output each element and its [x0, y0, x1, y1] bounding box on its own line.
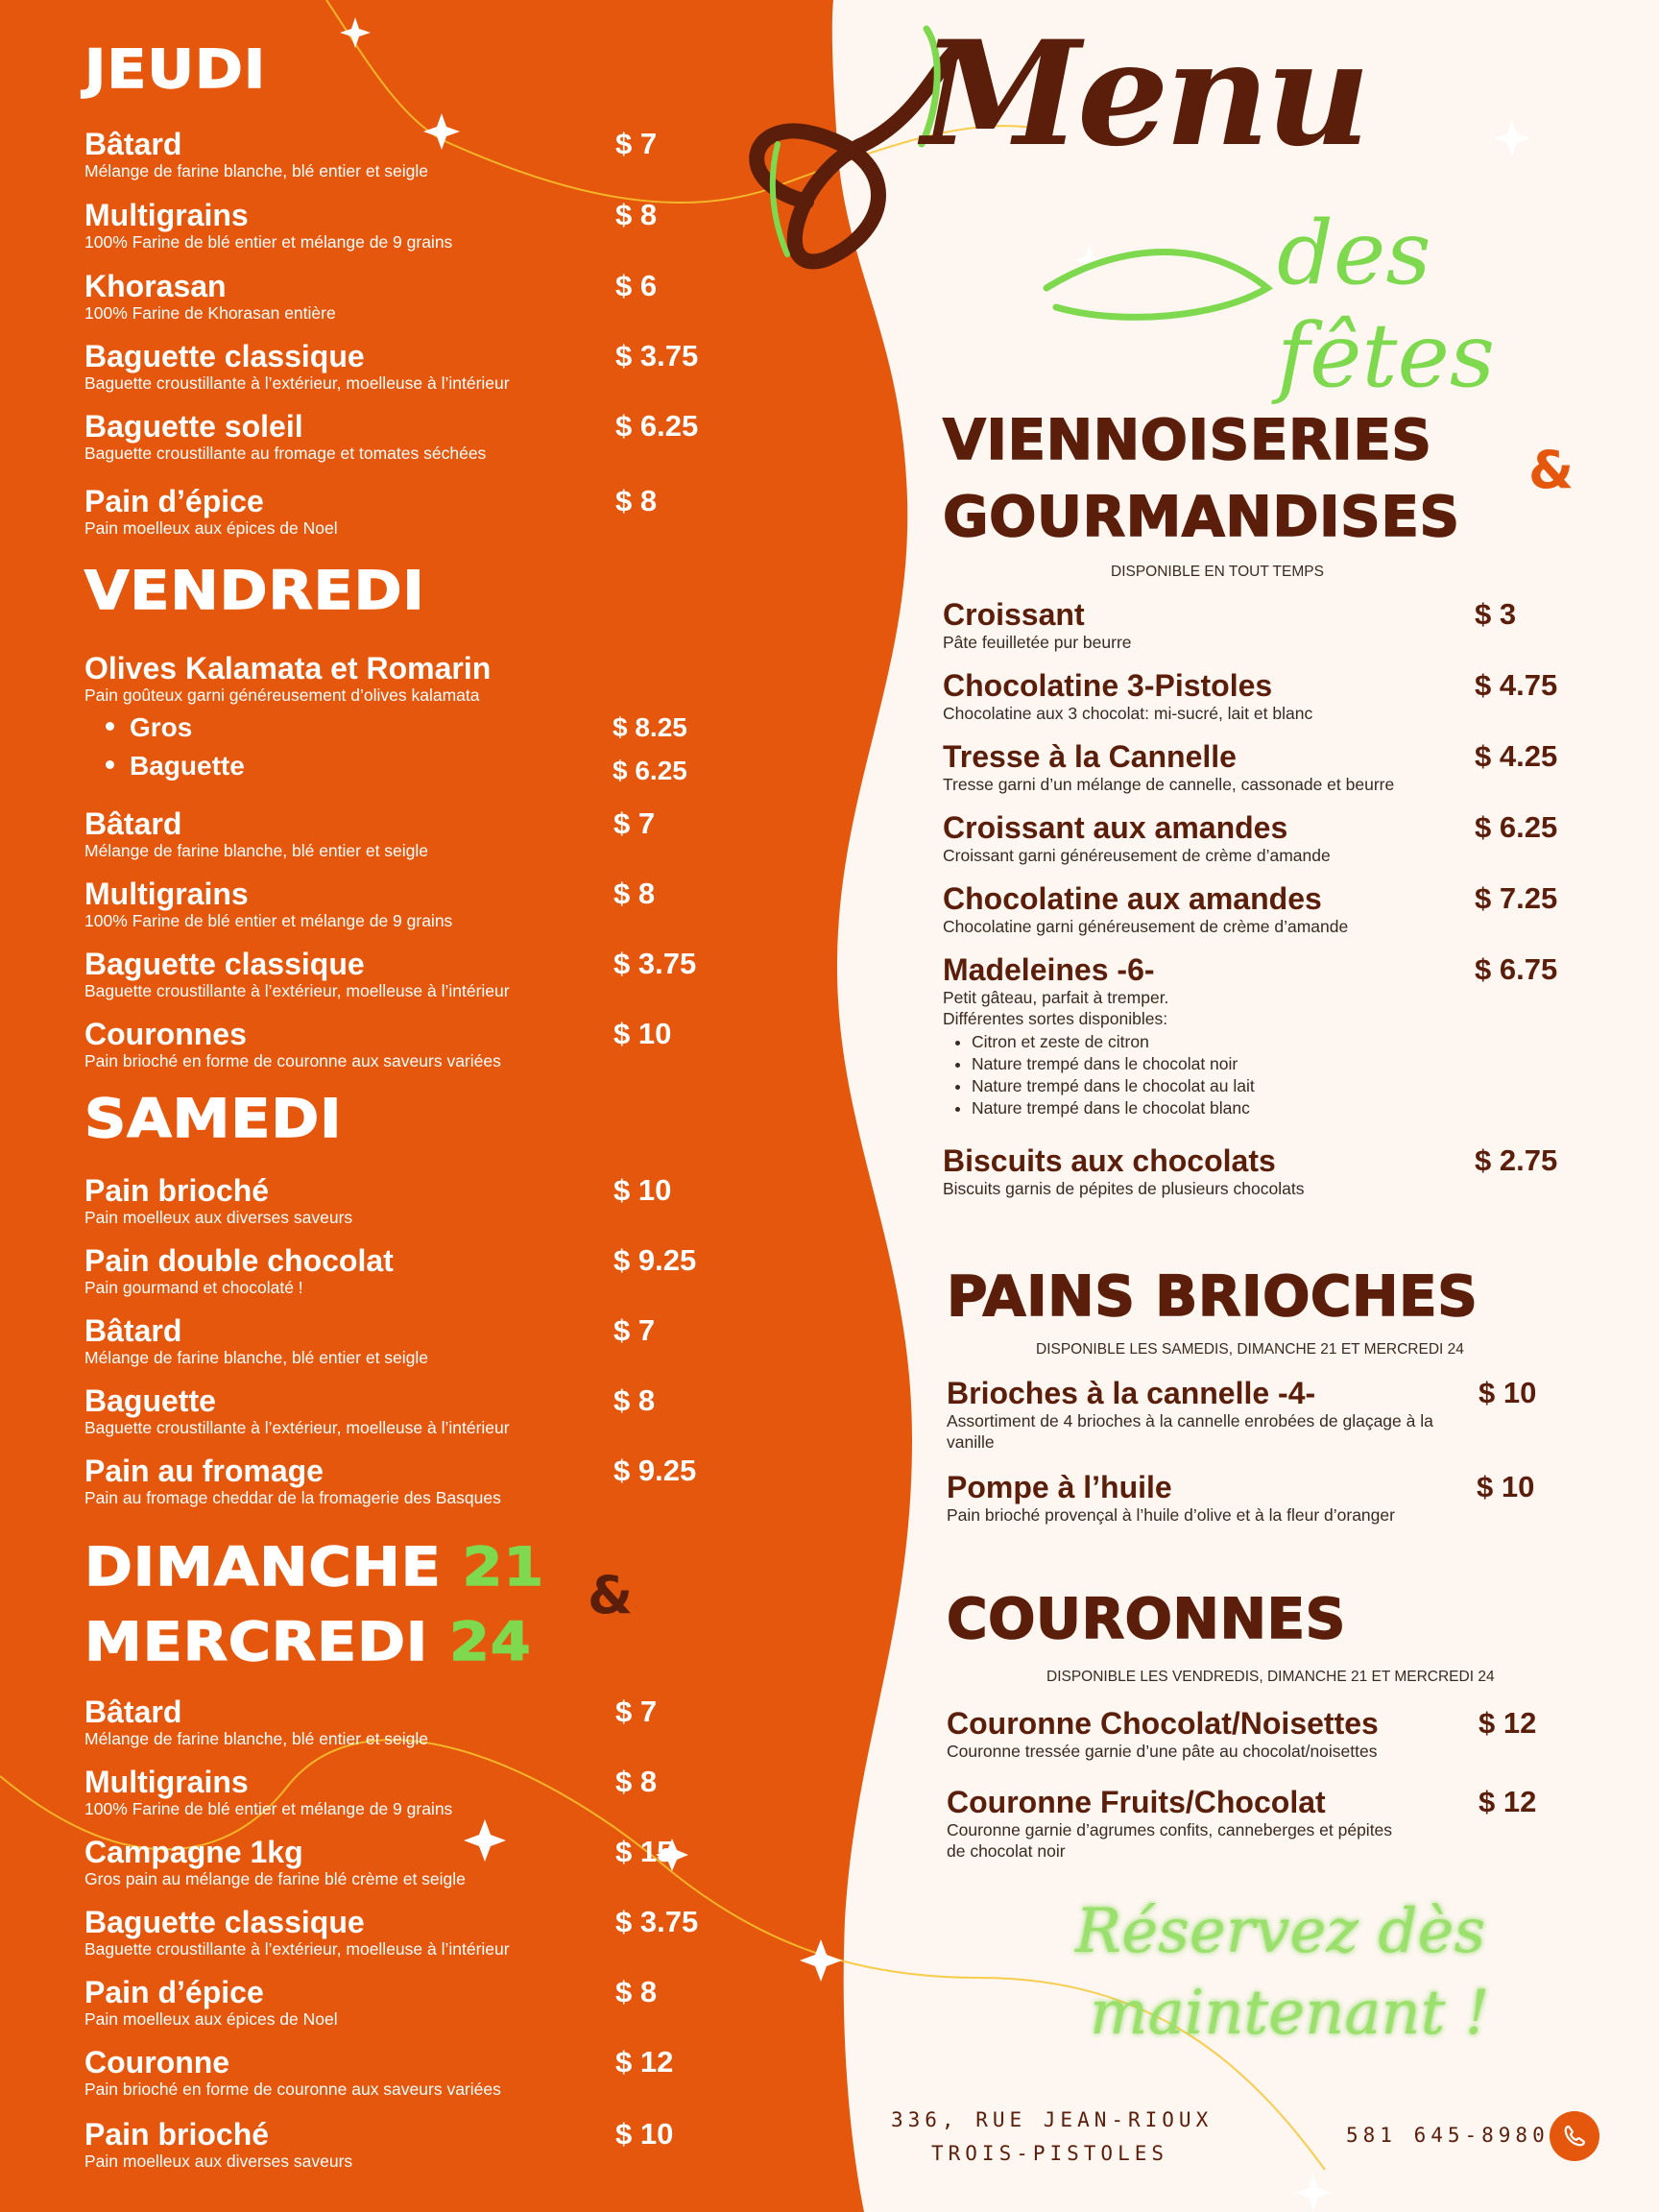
item-desc: Chocolatine garni généreusement de crème d’amande	[943, 917, 1349, 936]
list-item: • Nature trempé dans le chocolat noir	[972, 1053, 1576, 1075]
item-price: $ 7	[615, 127, 658, 160]
menu-item	[84, 1454, 718, 1507]
menu-subtitle: des fêtes	[1277, 202, 1496, 407]
reserve-line2: maintenant !	[1090, 1978, 1490, 2049]
menu-item	[84, 339, 718, 393]
address-line2: TROIS-PISTOLES	[931, 2142, 1169, 2165]
menu-item	[84, 947, 718, 1000]
item-desc: Couronne tressée garnie d’une pâte au chocolat/noisettes	[947, 1742, 1378, 1761]
item-price: $ 10	[1477, 1470, 1535, 1503]
reserve-line1: Réservez dès	[1075, 1896, 1486, 1967]
item-desc: 100% Farine de blé entier et mélange de 9 grains	[84, 232, 453, 252]
menu-item	[943, 952, 1576, 1119]
menu-item	[84, 127, 718, 180]
item-price: $ 6.75	[1475, 952, 1558, 986]
day-name: DIMANCHE	[84, 1536, 442, 1599]
item-price: $ 12	[615, 2045, 674, 2079]
item-desc: Mélange de farine blanche, blé entier et seigle	[84, 1348, 429, 1367]
item-price: $ 9.25	[613, 1243, 697, 1277]
day-title-samedi: SAMEDI	[84, 1088, 343, 1150]
item-name: Pain brioché	[84, 1173, 270, 1208]
item-desc: Pain moelleux aux diverses saveurs	[84, 1208, 353, 1227]
item-desc: Baguette croustillante à l’extérieur, moelleuse à l’intérieur	[84, 373, 510, 393]
item-desc: Baguette croustillante à l’extérieur, moelleuse à l’intérieur	[84, 1418, 510, 1437]
item-desc: Baguette croustillante au fromage et tomates séchées	[84, 444, 487, 463]
day-name: MERCREDI	[84, 1611, 429, 1673]
phone-icon	[1555, 2117, 1594, 2155]
menu-item	[943, 881, 1576, 937]
bullet-label: Baguette	[130, 751, 245, 781]
item-desc: 100% Farine de Khorasan entière	[84, 303, 336, 323]
item-desc: 100% Farine de blé entier et mélange de 9 grains	[84, 1799, 453, 1818]
day-title-mercredi	[84, 1611, 532, 1673]
day-number: 21	[462, 1536, 545, 1599]
item-name: Multigrains	[84, 198, 249, 232]
item-name: Campagne 1kg	[84, 1835, 303, 1869]
item-price: $ 7	[613, 1313, 656, 1347]
list-item: • Nature trempé dans le chocolat au lait	[972, 1075, 1576, 1097]
item-name: Baguette classique	[84, 339, 365, 373]
item-name: Pain d’épice	[84, 484, 264, 518]
item-desc: Baguette croustillante à l’extérieur, moelleuse à l’intérieur	[84, 981, 510, 1000]
menu-item	[943, 597, 1576, 653]
item-name: Biscuits aux chocolats	[943, 1143, 1276, 1178]
menu-item	[84, 269, 718, 323]
item-desc: Croissant garni généreusement de crème d’amande	[943, 846, 1331, 865]
item-name: Khorasan	[84, 269, 227, 303]
item-name: Couronne	[84, 2045, 230, 2080]
item-price: $ 12	[1479, 1785, 1537, 1818]
menu-item	[84, 1313, 718, 1367]
menu-item	[84, 1835, 718, 1888]
item-desc: Mélange de farine blanche, blé entier et seigle	[84, 841, 429, 860]
item-price: $ 10	[613, 1173, 672, 1207]
menu-item	[84, 1695, 718, 1748]
menu-item	[84, 484, 718, 538]
item-name: Bâtard	[84, 1695, 182, 1729]
item-name: Pain double chocolat	[84, 1243, 394, 1278]
menu-item	[84, 651, 718, 705]
item-name: Chocolatine 3-Pistoles	[943, 668, 1273, 703]
day-number: 24	[449, 1611, 532, 1673]
item-desc: Pain brioché en forme de couronne aux saveurs variées	[84, 1051, 501, 1070]
ampersand: &	[1528, 440, 1575, 500]
menu-item	[947, 1706, 1580, 1762]
item-price: $ 6.25	[615, 409, 699, 443]
menu-item	[84, 2045, 718, 2099]
bullet-price: $ 6.25	[613, 756, 687, 785]
variety-list	[943, 1031, 1576, 1119]
item-desc: Pain gourmand et chocolaté !	[84, 1278, 303, 1297]
section-title: VIENNOISERIES	[943, 407, 1432, 472]
menu-item	[84, 1765, 718, 1818]
menu-item	[84, 806, 718, 860]
phone-number: 581 645-8980	[1346, 2124, 1550, 2147]
address-line1: 336, RUE JEAN-RIOUX	[891, 2108, 1214, 2131]
item-desc: Chocolatine aux 3 chocolat: mi-sucré, lait et blanc	[943, 704, 1313, 723]
menu-item	[947, 1470, 1580, 1526]
item-name: Croissant	[943, 597, 1085, 632]
item-price: $ 7.25	[1475, 881, 1558, 915]
item-desc: Pain goûteux garni généreusement d’olives kalamata	[84, 685, 480, 705]
menu-item	[84, 2117, 718, 2171]
menu-item	[947, 1785, 1537, 1862]
item-desc: Assortiment de 4 brioches à la cannelle enrobées de glaçage à la vanille	[947, 1411, 1433, 1452]
bullet-price: $ 8.25	[613, 712, 687, 742]
item-desc: Tresse garni d’un mélange de cannelle, cassonade et beurre	[943, 775, 1395, 794]
item-name: Couronnes	[84, 1017, 247, 1051]
item-price: $ 8	[615, 484, 658, 517]
item-price: $ 8	[615, 1975, 658, 2008]
item-name: Bâtard	[84, 806, 182, 841]
item-name: Multigrains	[84, 877, 249, 911]
item-price: $ 8	[615, 198, 658, 231]
item-name: Couronne Fruits/Chocolat	[947, 1785, 1326, 1819]
item-desc: Pâte feuilletée pur beurre	[943, 633, 1132, 652]
item-name: Olives Kalamata et Romarin	[84, 651, 492, 685]
item-price: $ 10	[613, 1017, 672, 1050]
item-price: $ 9.25	[613, 1454, 697, 1487]
section-title: GOURMANDISES	[943, 484, 1460, 549]
ampersand: &	[588, 1565, 634, 1625]
item-name: Baguette	[84, 1383, 216, 1418]
item-desc: Pain brioché provençal à l’huile d’olive et à la fleur d’oranger	[947, 1505, 1395, 1525]
item-price: $ 8	[615, 1765, 658, 1798]
day-title-dimanche	[84, 1536, 545, 1599]
section-title: PAINS BRIOCHES	[947, 1263, 1479, 1329]
item-desc: Pain moelleux aux épices de Noel	[84, 518, 338, 538]
section-title: COURONNES	[947, 1586, 1346, 1651]
item-desc: Baguette croustillante à l’extérieur, moelleuse à l’intérieur	[84, 1939, 510, 1959]
menu-item	[947, 1376, 1537, 1453]
item-name: Pompe à l’huile	[947, 1470, 1172, 1504]
item-desc: Petit gâteau, parfait à tremper.	[943, 988, 1169, 1007]
item-price: $ 10	[1479, 1376, 1537, 1409]
item-price: $ 3.75	[613, 947, 697, 980]
menu-item	[84, 409, 718, 463]
item-desc: Pain au fromage cheddar de la fromagerie des Basques	[84, 1488, 501, 1507]
item-name: Baguette classique	[84, 1905, 365, 1939]
item-price: $ 8	[613, 1383, 656, 1417]
item-desc: Différentes sortes disponibles:	[943, 1009, 1168, 1028]
item-name: Pain d’épice	[84, 1975, 264, 2009]
item-price: $ 3	[1475, 597, 1517, 631]
item-price: $ 2.75	[1475, 1143, 1558, 1177]
menu-item	[84, 1017, 718, 1070]
menu-item	[84, 1173, 718, 1227]
availability-note: DISPONIBLE LES SAMEDIS, DIMANCHE 21 ET MERCREDI 24	[1036, 1341, 1464, 1358]
menu-item	[943, 668, 1576, 724]
item-desc: Mélange de farine blanche, blé entier et seigle	[84, 1729, 429, 1748]
item-name: Baguette soleil	[84, 409, 303, 444]
menu-item	[84, 1975, 718, 2029]
item-price: $ 7	[615, 1695, 658, 1728]
item-name: Bâtard	[84, 1313, 182, 1348]
item-name: Pain au fromage	[84, 1454, 324, 1488]
menu-item	[84, 198, 718, 252]
menu-title: Menu	[922, 10, 1367, 179]
item-name: Madeleines -6-	[943, 952, 1155, 987]
item-price: $ 4.75	[1475, 668, 1558, 702]
item-desc: Gros pain au mélange de farine blé crème et seigle	[84, 1869, 466, 1888]
item-price: $ 4.25	[1475, 739, 1558, 773]
item-name: Croissant aux amandes	[943, 810, 1288, 845]
menu-item	[84, 877, 718, 930]
menu-item	[943, 1143, 1576, 1199]
day-title-vendredi: VENDREDI	[84, 560, 425, 622]
menu-item	[84, 1243, 718, 1297]
day-title-jeudi: JEUDI	[84, 38, 267, 101]
menu-item	[84, 1905, 718, 1959]
item-desc: Pain moelleux aux épices de Noel	[84, 2009, 338, 2029]
item-name: Couronne Chocolat/Noisettes	[947, 1706, 1379, 1741]
menu-item	[84, 1383, 718, 1437]
item-price: $ 7	[613, 806, 656, 840]
item-desc: 100% Farine de blé entier et mélange de 9 grains	[84, 911, 453, 930]
item-price: $ 6	[615, 269, 658, 302]
item-name: Multigrains	[84, 1765, 249, 1799]
menu-item	[943, 739, 1576, 795]
item-name: Tresse à la Cannelle	[943, 739, 1237, 774]
availability-note: DISPONIBLE LES VENDREDIS, DIMANCHE 21 ET MERCREDI 24	[1046, 1669, 1495, 1685]
menu-item	[943, 810, 1576, 866]
list-item: • Nature trempé dans le chocolat blanc	[972, 1097, 1576, 1119]
item-price: $ 8	[613, 877, 656, 910]
item-price: $ 12	[1479, 1706, 1537, 1740]
item-desc: Mélange de farine blanche, blé entier et seigle	[84, 161, 429, 180]
list-item: • Citron et zeste de citron	[972, 1031, 1576, 1053]
item-name: Chocolatine aux amandes	[943, 881, 1322, 916]
item-price: $ 10	[615, 2117, 674, 2151]
item-desc: Pain brioché en forme de couronne aux saveurs variées	[84, 2080, 501, 2099]
list-item	[106, 751, 245, 781]
item-price: $ 3.75	[615, 1905, 699, 1938]
item-price: $ 6.25	[1475, 810, 1558, 844]
item-desc: Biscuits garnis de pépites de plusieurs chocolats	[943, 1179, 1305, 1198]
item-desc: Couronne garnie d’agrumes confits, canneberges et pépites de chocolat noir	[947, 1820, 1393, 1861]
item-price: $ 3.75	[615, 339, 699, 373]
list-item	[106, 712, 192, 743]
bullet-dot	[106, 760, 114, 769]
item-name: Bâtard	[84, 127, 182, 161]
item-price: $ 15	[615, 1835, 674, 1868]
availability-note: DISPONIBLE EN TOUT TEMPS	[1111, 564, 1324, 580]
item-name: Pain brioché	[84, 2117, 270, 2152]
item-name: Brioches à la cannelle -4-	[947, 1376, 1316, 1410]
item-desc: Pain moelleux aux diverses saveurs	[84, 2152, 353, 2171]
item-name: Baguette classique	[84, 947, 365, 981]
bullet-dot	[106, 722, 114, 731]
bullet-label: Gros	[130, 712, 193, 742]
